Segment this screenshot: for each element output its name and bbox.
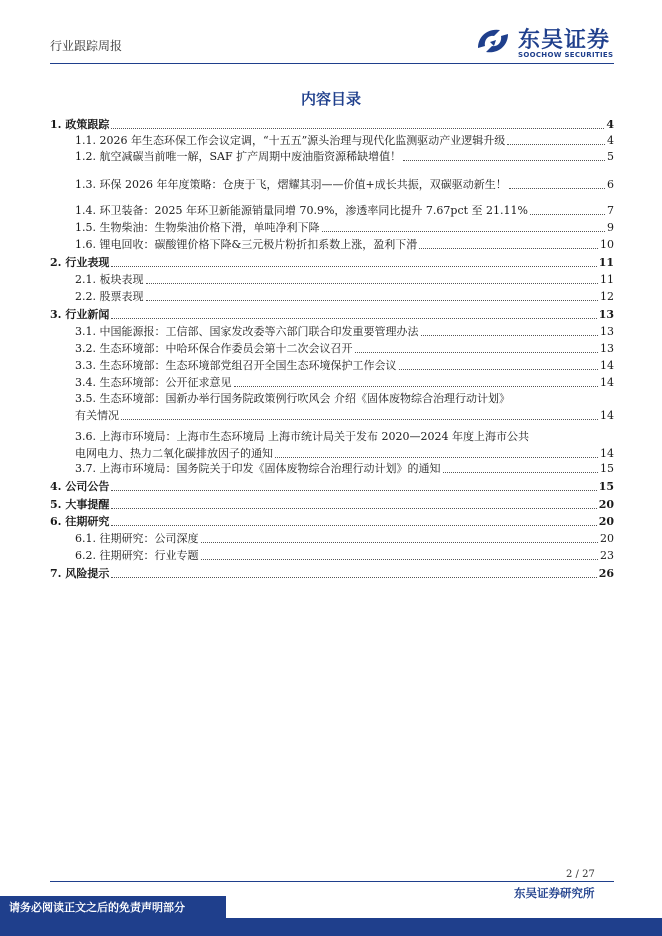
toc-item[interactable]: 2.1. 板块表现 11 [75, 273, 614, 286]
toc-title: 内容目录 [300, 90, 361, 108]
footer-divider [50, 881, 614, 882]
toc-item[interactable]: 1.2. 航空减碳当前唯一解，SAF 扩产周期中废油脂资源稀缺增值！ 5 [75, 150, 614, 163]
toc-item[interactable]: 4. 公司公告 15 [50, 480, 614, 493]
toc-item[interactable]: 3.2. 生态环境部：中哈环保合作委员会第十二次会议召开 13 [75, 342, 614, 355]
toc-item[interactable]: 3. 行业新闻 13 [50, 308, 614, 321]
toc-item[interactable]: 2. 行业表现 11 [50, 256, 614, 269]
toc-item[interactable]: 1. 政策跟踪 4 [50, 118, 614, 131]
header-divider [50, 63, 614, 64]
brand-name-cn: 东吴证券 [518, 28, 611, 53]
toc-item[interactable]: 1.1. 2026 年生态环保工作会议定调，“十五五”源头治理与现代化监测驱动产业逻辑升级 4 [75, 134, 614, 147]
report-type-label: 行业跟踪周报 [50, 39, 123, 53]
toc-item[interactable]: 6.2. 往期研究：行业专题 23 [75, 549, 614, 562]
toc-item[interactable]: 7. 风险提示 26 [50, 567, 614, 580]
toc-item[interactable]: 3.7. 上海市环境局：国务院关于印发《固体废物综合治理行动计划》的通知 15 [75, 462, 614, 475]
toc-item[interactable] [75, 428, 614, 462]
toc-item[interactable]: 1.4. 环卫装备：2025 年环卫新能源销量同增 70.9%，渗透率同比提升 7.67pct 至 21.11% 7 [75, 204, 614, 217]
toc-item[interactable]: 1.3. 环保 2026 年年度策略：仓庚于飞，熠耀其羽——价值+成长共振，双碳驱动新生！ 6 [75, 178, 614, 191]
toc-item[interactable]: 5. 大事提醒 20 [50, 498, 614, 511]
brand-logo [474, 22, 624, 62]
brand-name-en: SOOCHOW SECURITIES [518, 51, 614, 59]
toc-item-line1: 3.5. 生态环境部：国新办举行国务院政策例行吹风会 介绍《固体废物综合治理行动计划》 [75, 392, 510, 405]
brand-logo-icon [474, 22, 512, 60]
toc-item[interactable]: 2.2. 股票表现 12 [75, 290, 614, 303]
toc-item[interactable]: 3.3. 生态环境部：生态环境部党组召开全国生态环境保护工作会议 14 [75, 359, 614, 372]
toc-item-line1: 3.6. 上海市环境局：上海市生态环境局 上海市统计局关于发布 2020—2024 年度上海市公共 [75, 430, 529, 443]
toc-item[interactable]: 1.6. 锂电回收：碳酸锂价格下降&三元极片粉折扣系数上涨，盈利下滑 10 [75, 238, 614, 251]
page-indicator: 2 / 27 [566, 869, 595, 880]
disclaimer-banner [0, 896, 226, 918]
toc-item[interactable]: 3.1. 中国能源报：工信部、国家发改委等六部门联合印发重要管理办法 13 [75, 325, 614, 338]
toc-item[interactable]: 6. 往期研究 20 [50, 515, 614, 528]
toc-item[interactable]: 6.1. 往期研究：公司深度 20 [75, 532, 614, 545]
disclaimer-text: 请务必阅读正文之后的免责声明部分 [9, 901, 185, 914]
footer-org: 东吴证券研究所 [514, 886, 595, 900]
toc-item-line2: 电网电力、热力二氧化碳排放因子的通知 14 [75, 447, 614, 460]
toc-item[interactable]: 3.4. 生态环境部：公开征求意见 14 [75, 376, 614, 389]
toc-item[interactable]: 1.5. 生物柴油：生物柴油价格下滑，单吨净利下降 9 [75, 221, 614, 234]
toc-item-line2: 有关情况 14 [75, 409, 614, 422]
footer-bar [0, 918, 662, 936]
toc-item[interactable] [75, 390, 614, 424]
